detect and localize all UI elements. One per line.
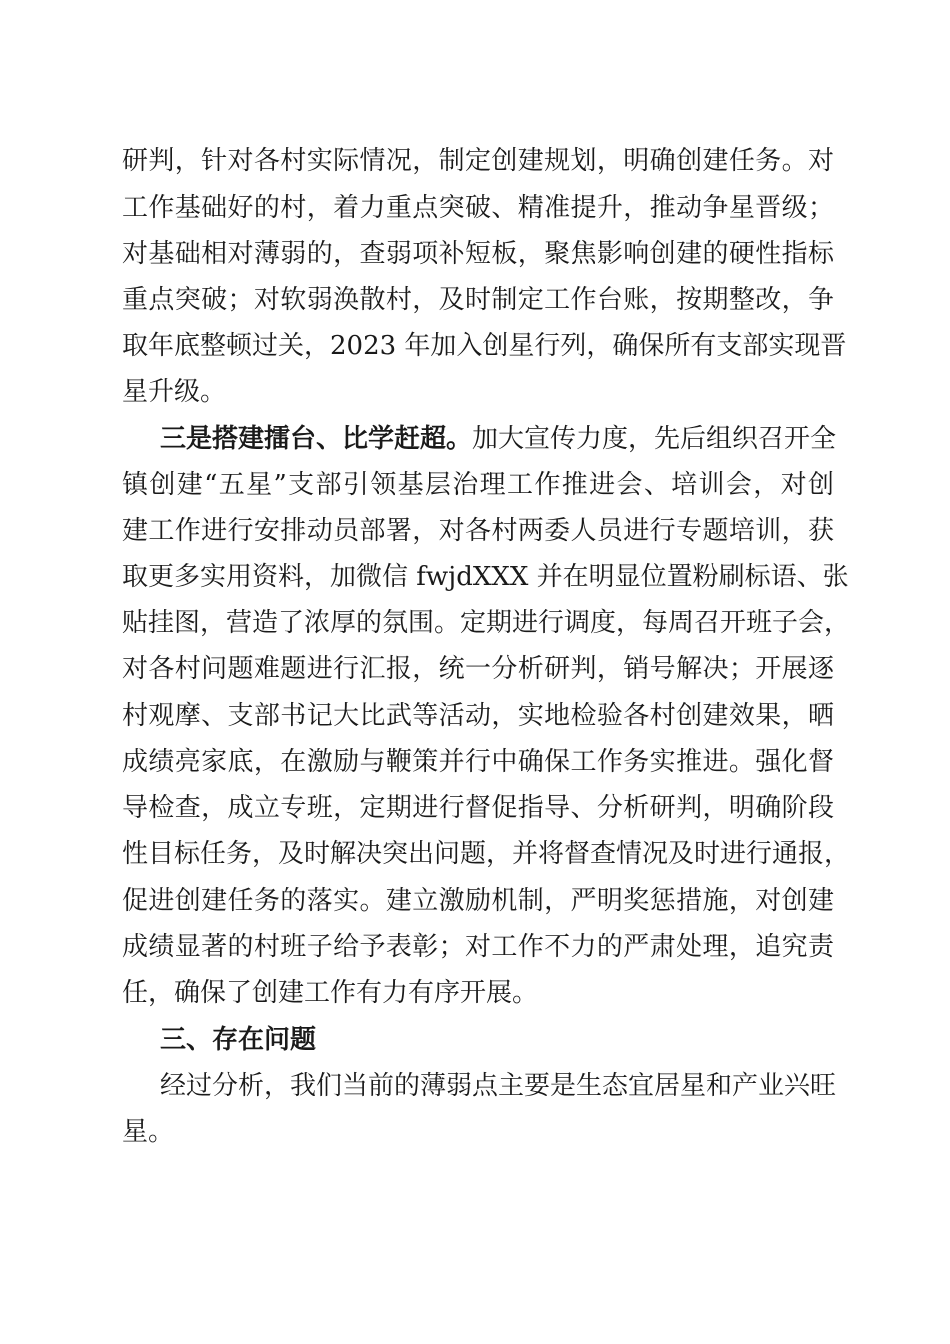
- paragraph-line: 成绩显著的村班子给予表彰；对工作不力的严肃处理，追究责: [122, 932, 834, 962]
- paragraph-lead-bold: 三是搭建擂台、比学赶超。: [160, 424, 473, 454]
- paragraph-line: 取更多实用资料，加微信 fwjdXXX 并在明显位置粉刷标语、张: [122, 562, 849, 592]
- paragraph-line: 工作基础好的村，着力重点突破、精准提升，推动争星晋级；: [122, 193, 834, 223]
- section-heading: 三、存在问题: [160, 1025, 317, 1055]
- paragraph-line: 建工作进行安排动员部署，对各村两委人员进行专题培训，获: [122, 516, 834, 546]
- paragraph-line: 导检查，成立专班，定期进行督促指导、分析研判，明确阶段: [122, 793, 834, 823]
- paragraph-line: 取年底整顿过关，2023 年加入创星行列，确保所有支部实现晋: [122, 331, 847, 361]
- paragraph-line: 研判，针对各村实际情况，制定创建规划，明确创建任务。对: [122, 146, 834, 176]
- paragraph-line: 性目标任务，及时解决突出问题，并将督查情况及时进行通报，: [122, 839, 851, 869]
- paragraph-line: 星升级。: [122, 377, 227, 407]
- paragraph-text: 加大宣传力度，先后组织召开全: [472, 424, 837, 454]
- paragraph-line: 重点突破；对软弱涣散村，及时制定工作台账，按期整改，争: [122, 285, 834, 315]
- paragraph-line: 成绩亮家底，在激励与鞭策并行中确保工作务实推进。强化督: [122, 747, 834, 777]
- paragraph-line: 对基础相对薄弱的，查弱项补短板，聚焦影响创建的硬性指标: [122, 239, 834, 269]
- paragraph-line: 镇创建“五星”支部引领基层治理工作推进会、培训会，对创: [122, 470, 834, 500]
- paragraph-line: 任，确保了创建工作有力有序开展。: [122, 978, 539, 1008]
- paragraph-first-line: 经过分析，我们当前的薄弱点主要是生态宜居星和产业兴旺: [160, 1071, 837, 1101]
- paragraph-line: 促进创建任务的落实。建立激励机制，严明奖惩措施，对创建: [122, 886, 834, 916]
- paragraph-line: 贴挂图，营造了浓厚的氛围。定期进行调度，每周召开班子会，: [122, 608, 851, 638]
- paragraph-line: 对各村问题难题进行汇报，统一分析研判，销号解决；开展逐: [122, 654, 834, 684]
- paragraph-line: 星。: [122, 1117, 175, 1147]
- paragraph-line: 村观摩、支部书记大比武等活动，实地检验各村创建效果，晒: [122, 701, 834, 731]
- paragraph-first-line: [160, 424, 837, 454]
